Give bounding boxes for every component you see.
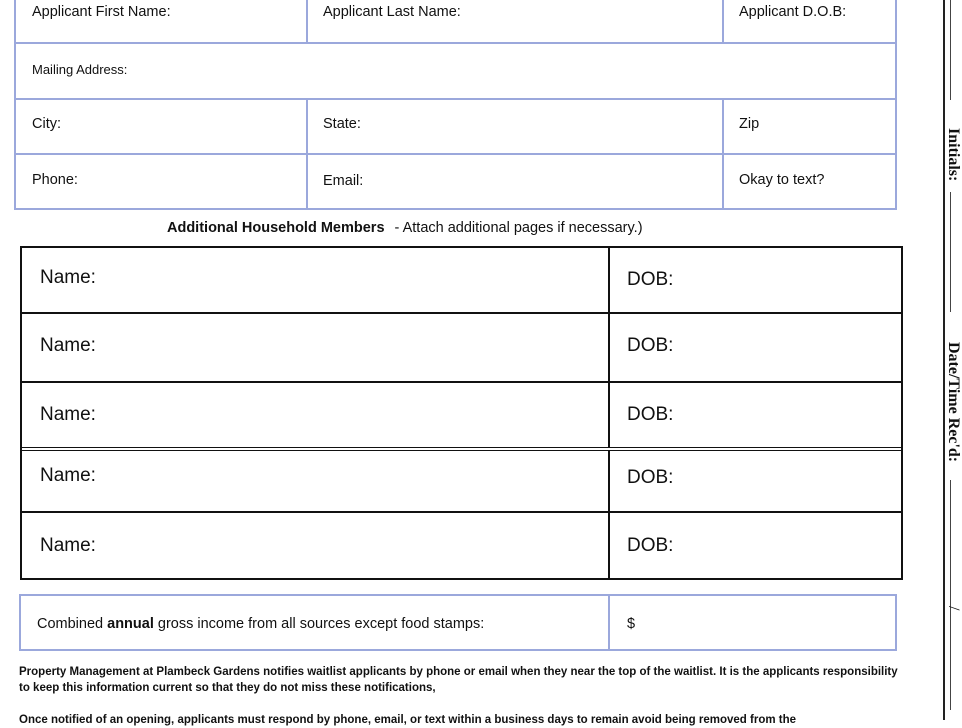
col-divider <box>306 98 308 210</box>
zip-field[interactable] <box>739 116 759 132</box>
email-field[interactable] <box>323 173 363 189</box>
row-divider <box>16 42 895 44</box>
last-name-label: Applicant Last Name: <box>323 4 461 20</box>
income-table <box>19 594 897 651</box>
initials-label: Initials: <box>945 128 962 182</box>
first-name-field[interactable] <box>32 4 171 20</box>
okay-to-text-field[interactable] <box>739 172 824 188</box>
member-name-field[interactable]: Name: <box>40 404 96 425</box>
okay-to-text-label: Okay to text? <box>739 172 825 188</box>
member-name-field[interactable]: Name: <box>40 465 96 486</box>
date-slash: / <box>945 606 962 611</box>
member-name-field[interactable]: Name: <box>40 535 96 556</box>
zip-label: Zip <box>739 116 760 132</box>
date-received-label: Date/Time Rec'd: <box>945 342 962 463</box>
first-name-label: Applicant First Name: <box>32 4 171 20</box>
col-divider <box>722 98 724 210</box>
col-divider <box>608 451 610 511</box>
top-blank-line <box>950 0 951 100</box>
household-heading-bold: Additional Household Members <box>167 220 385 236</box>
income-label <box>37 616 484 632</box>
col-divider <box>306 0 308 42</box>
household-heading-note: - Attach additional pages if necessary.) <box>394 220 643 236</box>
income-amount-field[interactable] <box>627 616 635 632</box>
member-dob-field[interactable]: DOB: <box>627 269 674 290</box>
currency-symbol: $ <box>627 616 636 632</box>
email-label: Email: <box>323 173 364 189</box>
state-label: State: <box>323 116 361 132</box>
col-divider <box>608 513 610 578</box>
col-divider <box>608 248 610 312</box>
row-divider <box>16 98 895 100</box>
member-dob-field[interactable]: DOB: <box>627 467 674 488</box>
member-dob-field[interactable]: DOB: <box>627 335 674 356</box>
household-members-table <box>20 246 903 580</box>
dob-field[interactable] <box>739 4 846 20</box>
household-row <box>22 312 901 381</box>
household-heading <box>167 220 643 236</box>
household-row <box>22 381 901 447</box>
col-divider <box>608 383 610 447</box>
col-divider <box>722 0 724 42</box>
member-dob-field[interactable]: DOB: <box>627 404 674 425</box>
mailing-address-label: Mailing Address: <box>32 62 128 77</box>
income-label-pre: Combined <box>37 616 108 632</box>
col-divider <box>608 314 610 381</box>
city-label: City: <box>32 116 61 132</box>
household-row <box>22 447 901 511</box>
state-field[interactable] <box>323 116 361 132</box>
col-divider <box>608 596 610 649</box>
phone-label: Phone: <box>32 172 78 188</box>
city-field[interactable] <box>32 116 61 132</box>
row-divider <box>16 153 895 155</box>
income-label-post: gross income from all sources except food stamps: <box>153 616 485 632</box>
mailing-address-field[interactable] <box>32 62 127 77</box>
date-blank-line <box>950 480 951 710</box>
income-label-bold: annual <box>107 616 154 632</box>
applicant-info-table <box>14 0 897 210</box>
dob-label: Applicant D.O.B: <box>739 4 847 20</box>
notice-paragraph: Once notified of an opening, applicants must respond by phone, email, or text within a business days to remain avoid being removed from the <box>19 714 797 726</box>
household-row <box>22 248 901 312</box>
member-name-field[interactable]: Name: <box>40 267 96 288</box>
last-name-field[interactable] <box>323 4 461 20</box>
household-row <box>22 511 901 578</box>
member-name-field[interactable]: Name: <box>40 335 96 356</box>
initials-blank-line <box>950 192 951 312</box>
notice-paragraph: Property Management at Plambeck Gardens notifies waitlist applicants by phone or email when they near the top of the waitlist. It is the applicants responsibility to keep this information current so that they do not miss these notifications, <box>19 666 898 694</box>
phone-field[interactable] <box>32 172 78 188</box>
member-dob-field[interactable]: DOB: <box>627 535 674 556</box>
